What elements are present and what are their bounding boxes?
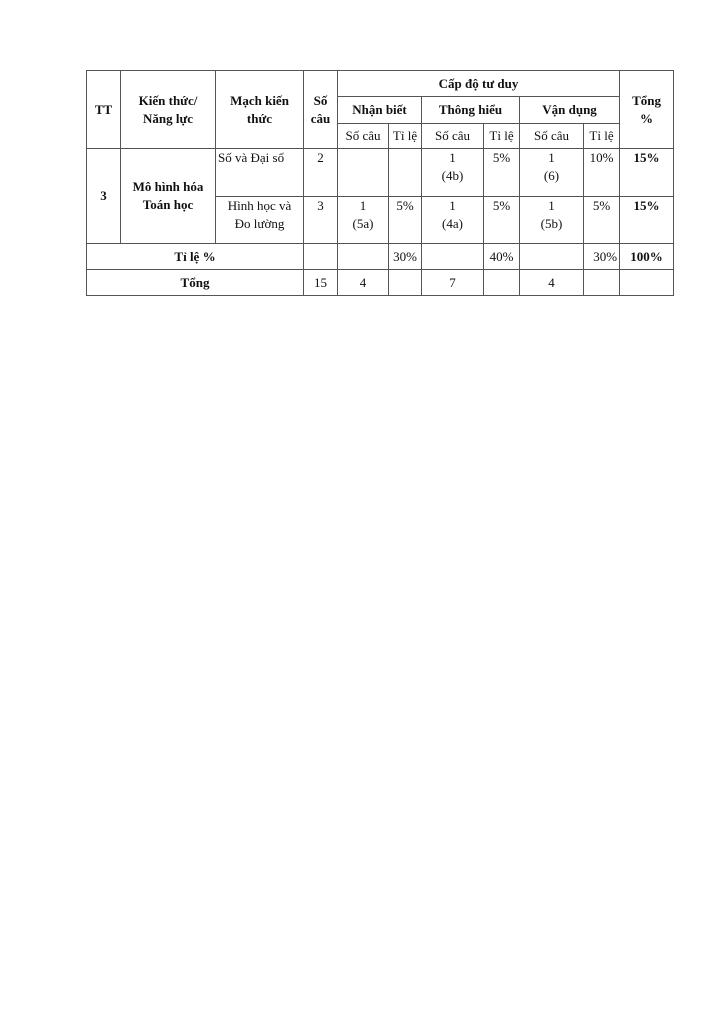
row-vd-so-cau: 1 (6) — [520, 149, 584, 197]
row-th-ti-le: 5% — [484, 149, 520, 197]
tile-row-vd: 30% — [584, 244, 620, 270]
sub-ti-le-vd: Tỉ lệ — [584, 124, 620, 149]
tile-row-so-cau — [304, 244, 338, 270]
sub-so-cau-nb: Số câu — [338, 124, 389, 149]
row-th-so-cau: 1 (4a) — [422, 197, 484, 244]
row-topic: Mô hình hóa Toán học — [121, 149, 216, 244]
header-nhan-biet: Nhận biết — [338, 97, 422, 124]
tile-row-th: 40% — [484, 244, 520, 270]
header-tong: Tổng % — [620, 71, 674, 149]
header-thong-hieu: Thông hiểu — [422, 97, 520, 124]
header-kien-thuc: Kiến thức/ Năng lực — [121, 71, 216, 149]
tile-row-nb-so-cau — [338, 244, 389, 270]
row-nb-so-cau: 1 (5a) — [338, 197, 389, 244]
header-so-cau: Số câu — [304, 71, 338, 149]
row-vd-so-cau: 1 (5b) — [520, 197, 584, 244]
row-tong: 15% — [620, 149, 674, 197]
tong-row-so-cau: 15 — [304, 270, 338, 296]
table-row — [87, 270, 674, 296]
tong-row-tong — [620, 270, 674, 296]
table-row — [87, 244, 674, 270]
row-so-cau: 3 — [304, 197, 338, 244]
row-th-ti-le: 5% — [484, 197, 520, 244]
tong-row-th-ti-le — [484, 270, 520, 296]
distribution-table — [86, 70, 674, 296]
row-mach: Số và Đại số — [216, 149, 304, 197]
row-so-cau: 2 — [304, 149, 338, 197]
tong-row-vd-ti-le — [584, 270, 620, 296]
row-vd-ti-le: 5% — [584, 197, 620, 244]
tong-row-th: 7 — [422, 270, 484, 296]
tong-row-nb-ti-le — [389, 270, 422, 296]
row-th-so-cau: 1 (4b) — [422, 149, 484, 197]
header-van-dung: Vận dụng — [520, 97, 620, 124]
row-nb-so-cau — [338, 149, 389, 197]
tile-row-vd-so-cau — [520, 244, 584, 270]
tile-row-nb: 30% — [389, 244, 422, 270]
row-nb-ti-le — [389, 149, 422, 197]
header-cap-do: Cấp độ tư duy — [338, 71, 620, 97]
tong-row-label: Tổng — [87, 270, 304, 296]
row-tt: 3 — [87, 149, 121, 244]
sub-ti-le-th: Tỉ lệ — [484, 124, 520, 149]
sub-ti-le-nb: Tỉ lệ — [389, 124, 422, 149]
sub-so-cau-th: Số câu — [422, 124, 484, 149]
row-vd-ti-le: 10% — [584, 149, 620, 197]
tile-row-label: Tỉ lệ % — [87, 244, 304, 270]
table-row — [87, 149, 674, 197]
header-tt: TT — [87, 71, 121, 149]
tile-row-tong: 100% — [620, 244, 674, 270]
tong-row-nb: 4 — [338, 270, 389, 296]
tong-row-vd: 4 — [520, 270, 584, 296]
header-mach-kien-thuc: Mạch kiến thức — [216, 71, 304, 149]
sub-so-cau-vd: Số câu — [520, 124, 584, 149]
row-nb-ti-le: 5% — [389, 197, 422, 244]
row-tong: 15% — [620, 197, 674, 244]
row-mach: Hình học và Đo lường — [216, 197, 304, 244]
tile-row-th-so-cau — [422, 244, 484, 270]
